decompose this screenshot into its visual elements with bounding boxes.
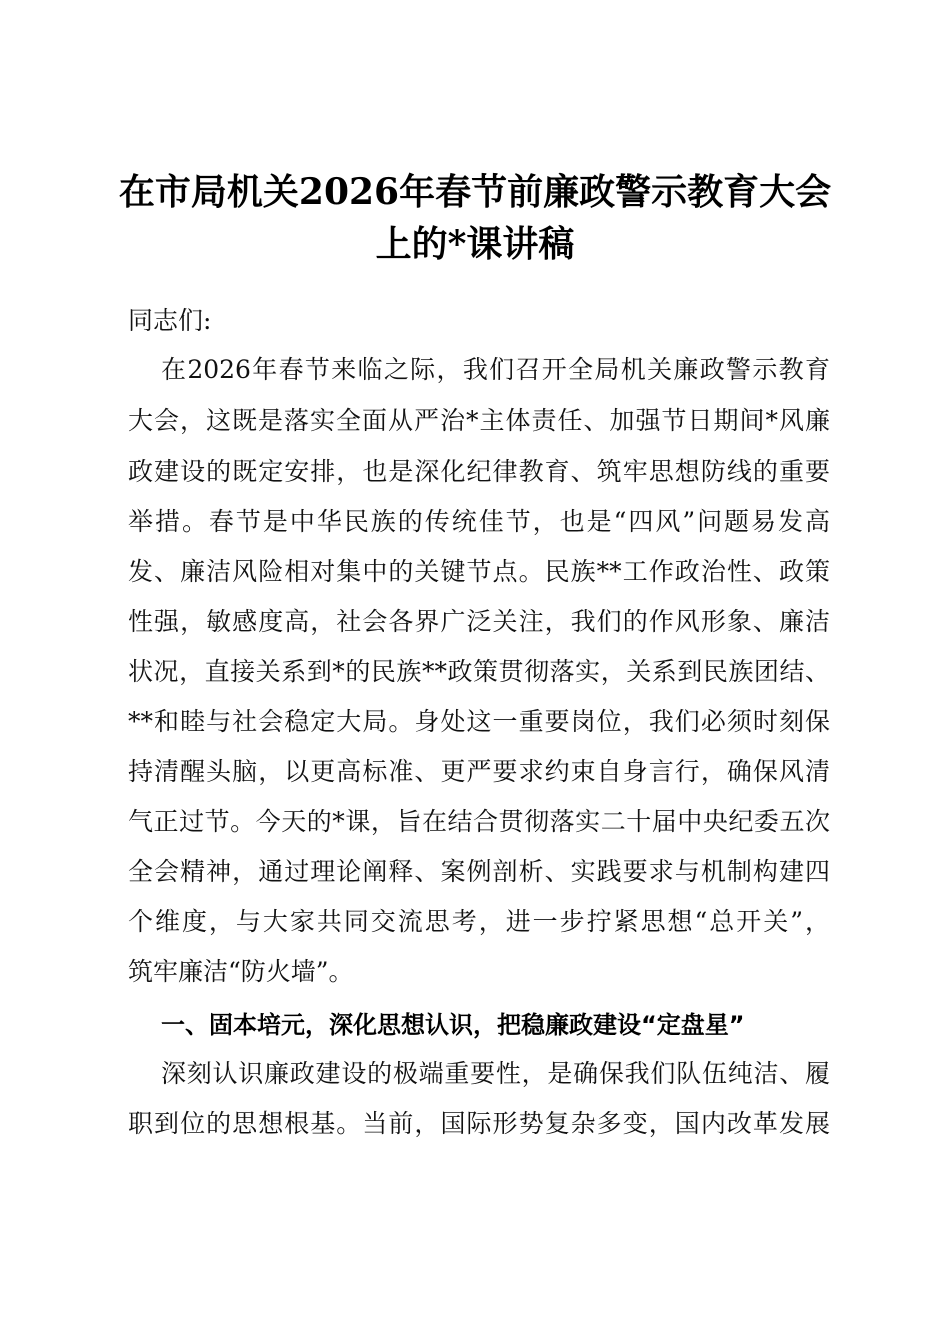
paragraph2-line: 深刻认识廉政建设的极端重要性，是确保我们队伍纯洁、履	[161, 1059, 830, 1088]
document-title-line-1: 在市局机关2026年春节前廉政警示教育大会	[118, 171, 832, 213]
paragraph1-line: 持清醒头脑，以更高标准、更严要求约束自身言行，确保风清	[128, 757, 830, 786]
paragraph1-line: 状况，直接关系到*的民族**政策贯彻落实，关系到民族团结、	[128, 657, 830, 686]
salutation: 同志们:	[128, 306, 212, 335]
paragraph1-line: 全会精神，通过理论阐释、案例剖析、实践要求与机制构建四	[128, 857, 830, 886]
paragraph1-line: 大会，这既是落实全面从严治*主体责任、加强节日期间*风廉	[128, 406, 830, 435]
section-heading: 一、固本培元，深化思想认识，把稳廉政建设“定盘星”	[161, 1011, 745, 1039]
paragraph1-line: 政建设的既定安排，也是深化纪律教育、筑牢思想防线的重要	[128, 457, 830, 486]
paragraph1-line: 筑牢廉洁“防火墙”。	[128, 957, 354, 986]
paragraph1-line: 个维度，与大家共同交流思考，进一步拧紧思想“总开关”，	[128, 907, 830, 936]
paragraph2-line: 职到位的思想根基。当前，国际形势复杂多变，国内改革发展	[128, 1109, 830, 1138]
paragraph1-line: 性强，敏感度高，社会各界广泛关注，我们的作风形象、廉洁	[128, 607, 830, 636]
paragraph1-line: 举措。春节是中华民族的传统佳节，也是“四风”问题易发高	[128, 507, 830, 536]
paragraph1-line: 在2026年春节来临之际，我们召开全局机关廉政警示教育	[161, 355, 830, 384]
paragraph1-line: **和睦与社会稳定大局。身处这一重要岗位，我们必须时刻保	[128, 707, 830, 736]
paragraph1-line: 气正过节。今天的*课，旨在结合贯彻落实二十届中央纪委五次	[128, 807, 830, 836]
document-title-line-2: 上的*课讲稿	[375, 223, 575, 265]
paragraph1-line: 发、廉洁风险相对集中的关键节点。民族**工作政治性、政策	[128, 557, 830, 586]
